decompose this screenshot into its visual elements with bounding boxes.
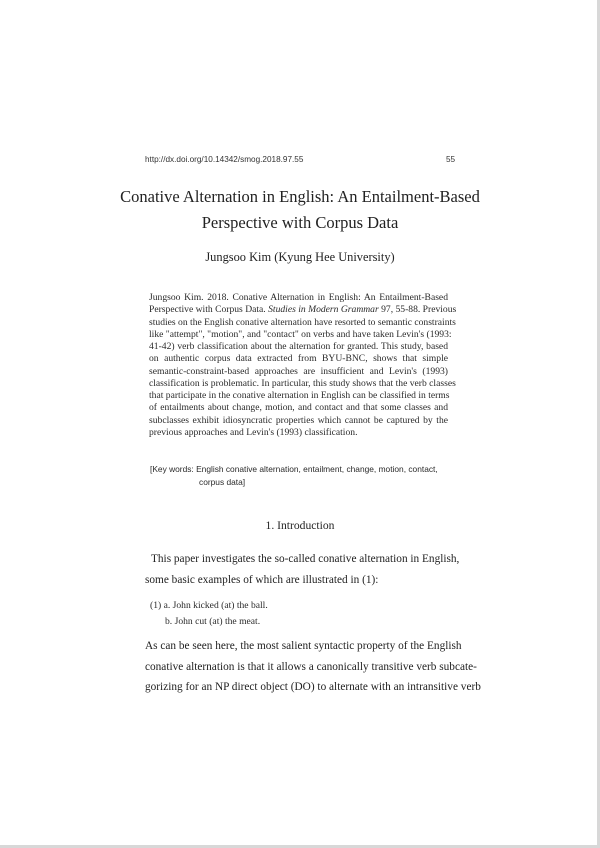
paragraph-line: conative alternation is that it allows a canonically transitive verb subcate- [145,660,477,673]
paper-title [100,184,500,236]
citation-text: Perspective with Corpus Data. [149,304,269,316]
page-number: 55 [446,155,456,164]
abstract-line: 41-42) verb classification about the alternation for granted. This study, based [149,341,448,352]
example-1b: b. John cut (at) the meat. [165,615,261,627]
abstract-line: that participate in the conative alternation in English can be classified in terms [149,390,450,401]
title-line-2: Perspective with Corpus Data [201,213,399,232]
author-line: Jungsoo Kim (Kyung Hee University) [205,250,395,264]
abstract-line: classification is problematic. In particular, this study shows that the verb classes [149,377,456,389]
abstract-line: like "attempt", "motion", and "contact" on verbs and have taken Levin's (1993: [149,328,452,340]
example-list [150,598,268,629]
doi-link[interactable]: http://dx.doi.org/10.14342/smog.2018.97.55 [145,155,304,164]
section-heading: 1. Introduction [265,519,335,532]
abstract-line [149,304,457,316]
paragraph-2 [145,636,481,698]
example-1a: (1) a. John kicked (at) the ball. [150,600,268,611]
paragraph-1 [145,549,458,590]
abstract-line: semantic-constraint-based approaches are insufficient and Levin's (1993) [149,365,448,377]
paragraph-line: As can be seen here, the most salient syntactic property of the English [145,640,462,652]
abstract [149,292,457,439]
keywords-line-1: [Key words: English conative alternation, entailment, change, motion, contact, [150,464,438,474]
paragraph-line: gorizing for an NP direct object (DO) to alternate with an intransitive verb [145,681,481,693]
abstract-line: studies on the English conative alternation have resorted to semantic constraints [149,316,456,328]
abstract-line: of entailments about change, motion, and contact and that some classes and [149,402,448,414]
title-line-1: Conative Alternation in English: An Entailment-Based [120,187,480,206]
paragraph-line: This paper investigates the so-called conative alternation in English, [151,553,460,565]
abstract-line: on authentic corpus data extracted from BYU-BNC, shows that simple [149,353,448,365]
abstract-line: Jungsoo Kim. 2018. Conative Alternation in English: An Entailment-Based [149,292,448,303]
keywords-line-2: corpus data] [199,476,246,487]
journal-name: Studies in Modern Grammar [268,304,379,316]
citation-text: 97, 55-88. Previous [378,304,457,316]
abstract-line: subclasses exhibit idiosyncratic properties which cannot be captured by the [149,414,448,426]
paragraph-line: some basic examples of which are illustrated in (1): [145,573,379,586]
keywords [150,463,438,488]
abstract-line: previous approaches and Levin's (1993) classification. [149,426,358,438]
